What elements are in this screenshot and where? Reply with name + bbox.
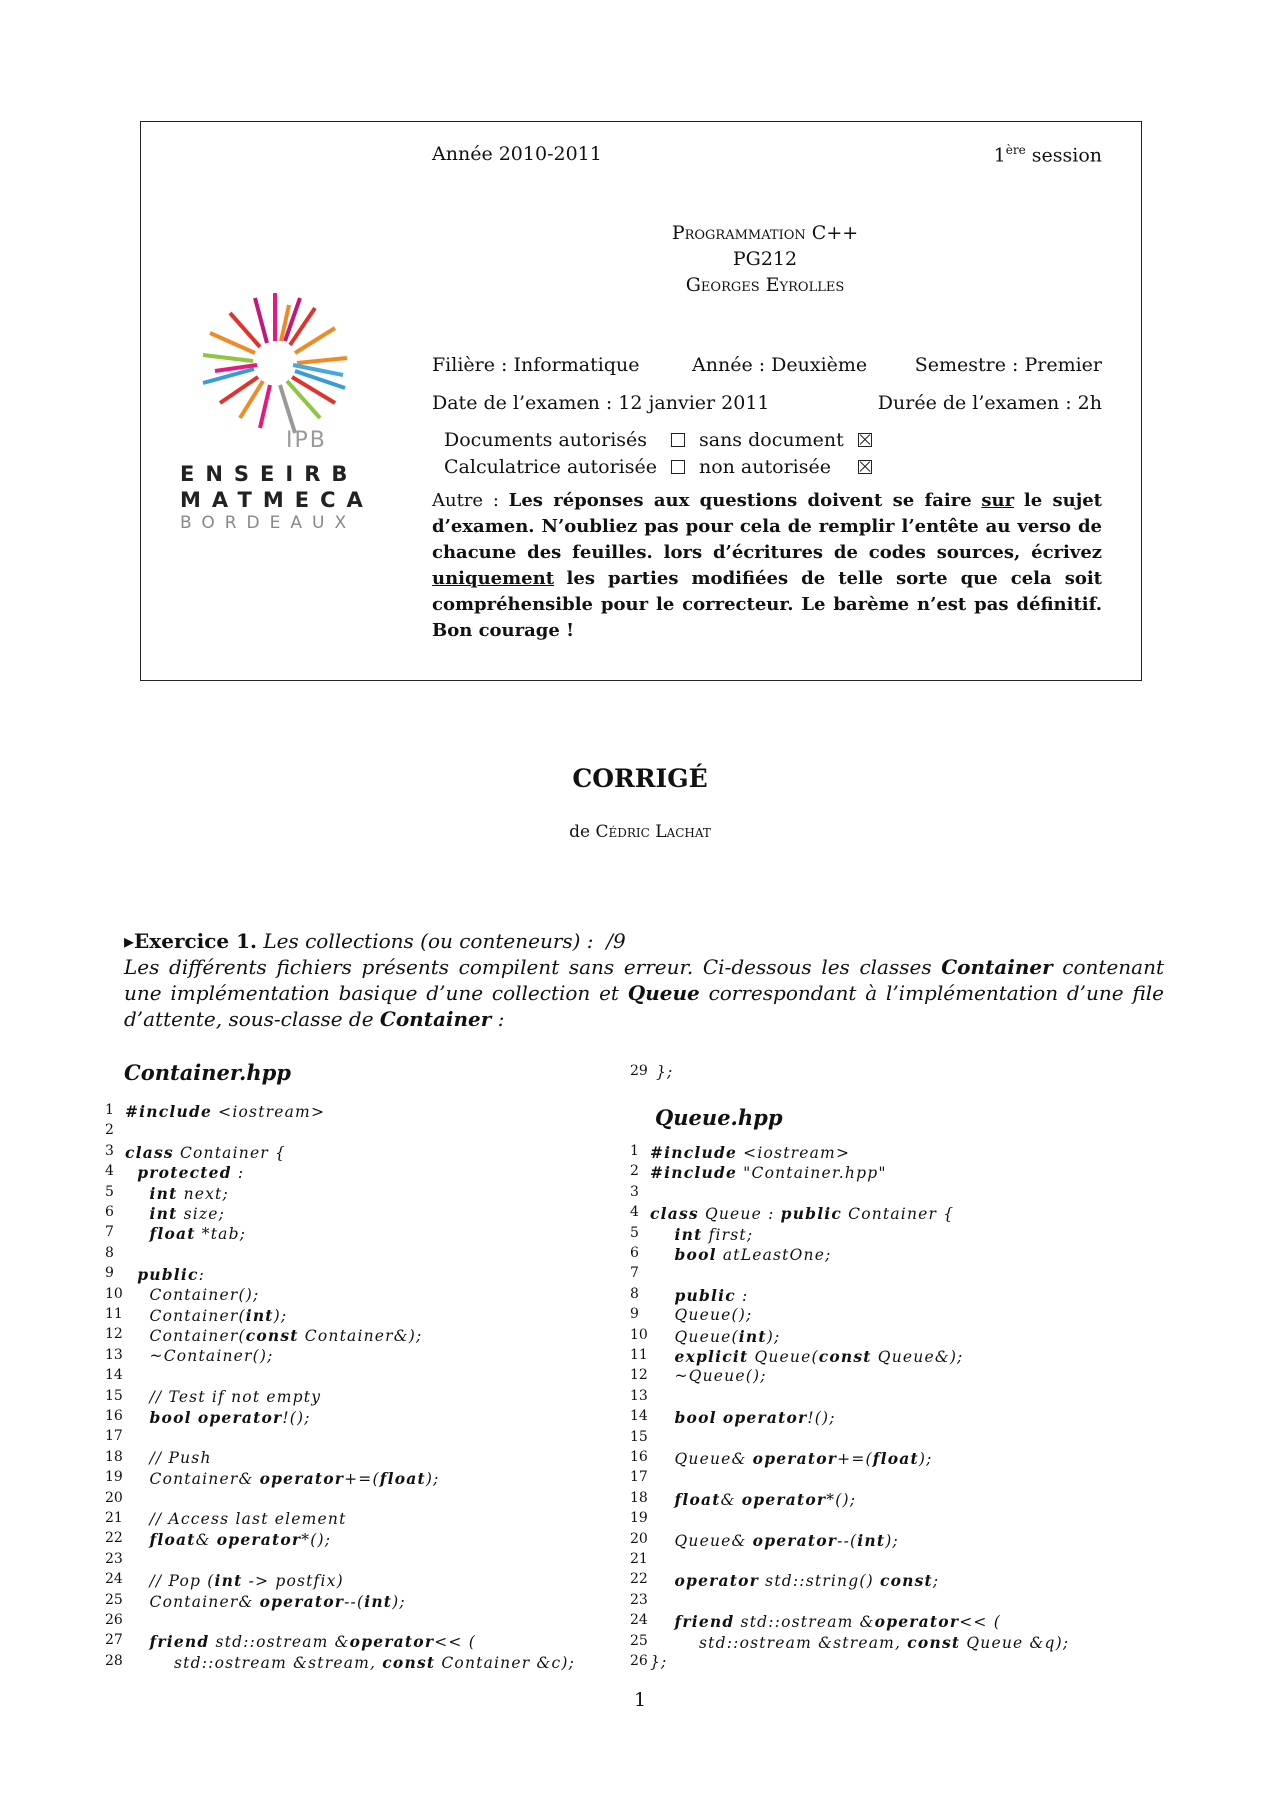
code-line: 22 float& operator*(); bbox=[105, 1530, 332, 1550]
code-line: 4 class Queue : public Container { bbox=[630, 1204, 955, 1224]
code-line: 23 bbox=[630, 1591, 648, 1608]
exam-duration: Durée de l’examen : 2h bbox=[877, 392, 1102, 414]
code-line: 11 explicit Queue(const Queue&); bbox=[630, 1347, 964, 1366]
code-line: 13 bbox=[630, 1387, 648, 1404]
documents-label: Documents autorisés bbox=[444, 429, 648, 451]
annee: Année : Deuxième bbox=[692, 354, 868, 376]
code-line: 21 // Access last element bbox=[105, 1510, 347, 1528]
logo-line-2: MATMECA bbox=[180, 488, 374, 512]
code-line: 24 // Pop (int -> postfix) bbox=[105, 1571, 344, 1591]
code-line: 14 bool operator!(); bbox=[630, 1408, 836, 1428]
code-line: 10 Queue(int); bbox=[630, 1326, 781, 1346]
code-line: 1 #include <iostream> bbox=[630, 1143, 851, 1162]
permissions-table bbox=[444, 427, 886, 481]
code-line: 7 bbox=[630, 1265, 639, 1282]
queue-file-title: Queue.hpp bbox=[655, 1105, 783, 1130]
code-line: 19 Container& operator+=(float); bbox=[105, 1469, 440, 1489]
page-number: 1 bbox=[633, 1689, 647, 1711]
author-line: de Cédric Lachat bbox=[569, 822, 711, 842]
code-line: 11 Container(int); bbox=[105, 1306, 288, 1325]
code-line: 15 // Test if not empty bbox=[105, 1387, 322, 1406]
code-line: 18 // Push bbox=[105, 1448, 212, 1467]
course-title: Programmation C++ bbox=[671, 222, 859, 244]
code-line: 2 bbox=[105, 1122, 114, 1139]
code-line: 4 protected : bbox=[105, 1163, 245, 1183]
instructions: Autre : Les réponses aux questions doivent se faire sur le sujet d’examen. N’oubliez pas pour cela de remplir l’entête au verso de chacune des feuilles. lors d’écritures de codes sources, écrivez uniquement les parties modifiées de telle sorte que cela soit compréhensible pour le correcteur. Le barème n’est pas définitif. Bon courage ! bbox=[432, 490, 1102, 641]
code-line: 5 int next; bbox=[105, 1183, 229, 1203]
code-line: 23 bbox=[105, 1550, 123, 1567]
code-line: 25 std::ostream &stream, const Queue &q); bbox=[630, 1632, 1070, 1652]
code-line: 16 Queue& operator+=(float); bbox=[630, 1449, 933, 1468]
code-line: 6 int size; bbox=[105, 1204, 226, 1223]
code-line: 8 bbox=[105, 1244, 114, 1261]
code-line: 1 #include <iostream> bbox=[105, 1102, 326, 1121]
container-file-title: Container.hpp bbox=[124, 1060, 291, 1085]
code-line: 27 friend std::ostream &operator<< ( bbox=[105, 1632, 476, 1652]
code-line: 7 float *tab; bbox=[105, 1224, 247, 1244]
code-line: 2 #include "Container.hpp" bbox=[630, 1163, 887, 1183]
filiere: Filière : Informatique bbox=[432, 354, 640, 376]
code-line: 3 bbox=[630, 1183, 639, 1200]
documents-checkbox bbox=[671, 433, 685, 447]
sans-document-label: sans document bbox=[698, 429, 844, 451]
code-line: 13 ~Container(); bbox=[105, 1346, 274, 1365]
code-line: 10 Container(); bbox=[105, 1285, 260, 1304]
code-line: 20 bbox=[105, 1489, 123, 1506]
code-line: 19 bbox=[630, 1510, 648, 1527]
logo-line-1: ENSEIRB bbox=[180, 462, 359, 486]
session: 1ère session bbox=[993, 143, 1102, 167]
academic-year: Année 2010-2011 bbox=[432, 143, 602, 165]
code-line: 21 bbox=[630, 1551, 648, 1567]
code-line: 18 float& operator*(); bbox=[630, 1489, 857, 1509]
code-line: 25 Container& operator--(int); bbox=[105, 1591, 406, 1611]
code-line: 17 bbox=[630, 1469, 648, 1486]
code-line: 24 friend std::ostream &operator<< ( bbox=[630, 1612, 1001, 1632]
code-line: 6 bool atLeastOne; bbox=[630, 1245, 832, 1264]
code-line: 14 bbox=[105, 1367, 123, 1384]
code-line: 3 class Container { bbox=[105, 1142, 287, 1162]
calculator-checkbox bbox=[671, 460, 685, 474]
course-code: PG212 bbox=[732, 248, 798, 270]
code-line: 12 ~Queue(); bbox=[630, 1367, 767, 1386]
code-line: 8 public : bbox=[630, 1285, 749, 1305]
code-line: 9 Queue(); bbox=[630, 1306, 753, 1325]
logo-ipb: IPB bbox=[286, 428, 327, 453]
semestre: Semestre : Premier bbox=[914, 354, 1102, 376]
code-line: 26 bbox=[105, 1612, 123, 1628]
code-line: 28 std::ostream &stream, const Container &c); bbox=[105, 1652, 576, 1672]
exercise-1: ▸Exercice 1. Les collections (ou conteneurs) : /9 Les différents fichiers présents compilent sans erreur. Ci-dessous les classes Container contenant une implémentation basique d’une collection et Queue correspondant à l’implémentation d’une file d’attente, sous-classe de Container : bbox=[124, 929, 1165, 1031]
code-line: 9 public: bbox=[105, 1265, 206, 1285]
code-line: 5 int first; bbox=[630, 1224, 754, 1244]
code-line: 22 operator std::string() const; bbox=[630, 1571, 940, 1591]
code-line: 17 bbox=[105, 1428, 123, 1445]
teacher-name: Georges Eyrolles bbox=[685, 274, 845, 296]
sans-document-checkbox-checked bbox=[858, 433, 872, 447]
code-line: 15 bbox=[630, 1428, 648, 1445]
calculator-label: Calculatrice autorisée bbox=[444, 456, 657, 478]
code-line: 12 Container(const Container&); bbox=[105, 1326, 423, 1346]
exam-date: Date de l’examen : 12 janvier 2011 bbox=[432, 392, 770, 414]
document-title: CORRIGÉ bbox=[572, 764, 708, 793]
logo-line-3: BORDEAUX bbox=[180, 513, 357, 533]
non-autorisee-checkbox-checked bbox=[858, 460, 872, 474]
code-line: 26 }; bbox=[630, 1653, 668, 1671]
code-line: 20 Queue& operator--(int); bbox=[630, 1530, 899, 1550]
non-autorisee-label: non autorisée bbox=[698, 456, 831, 478]
code-line: 16 bool operator!(); bbox=[105, 1408, 311, 1427]
